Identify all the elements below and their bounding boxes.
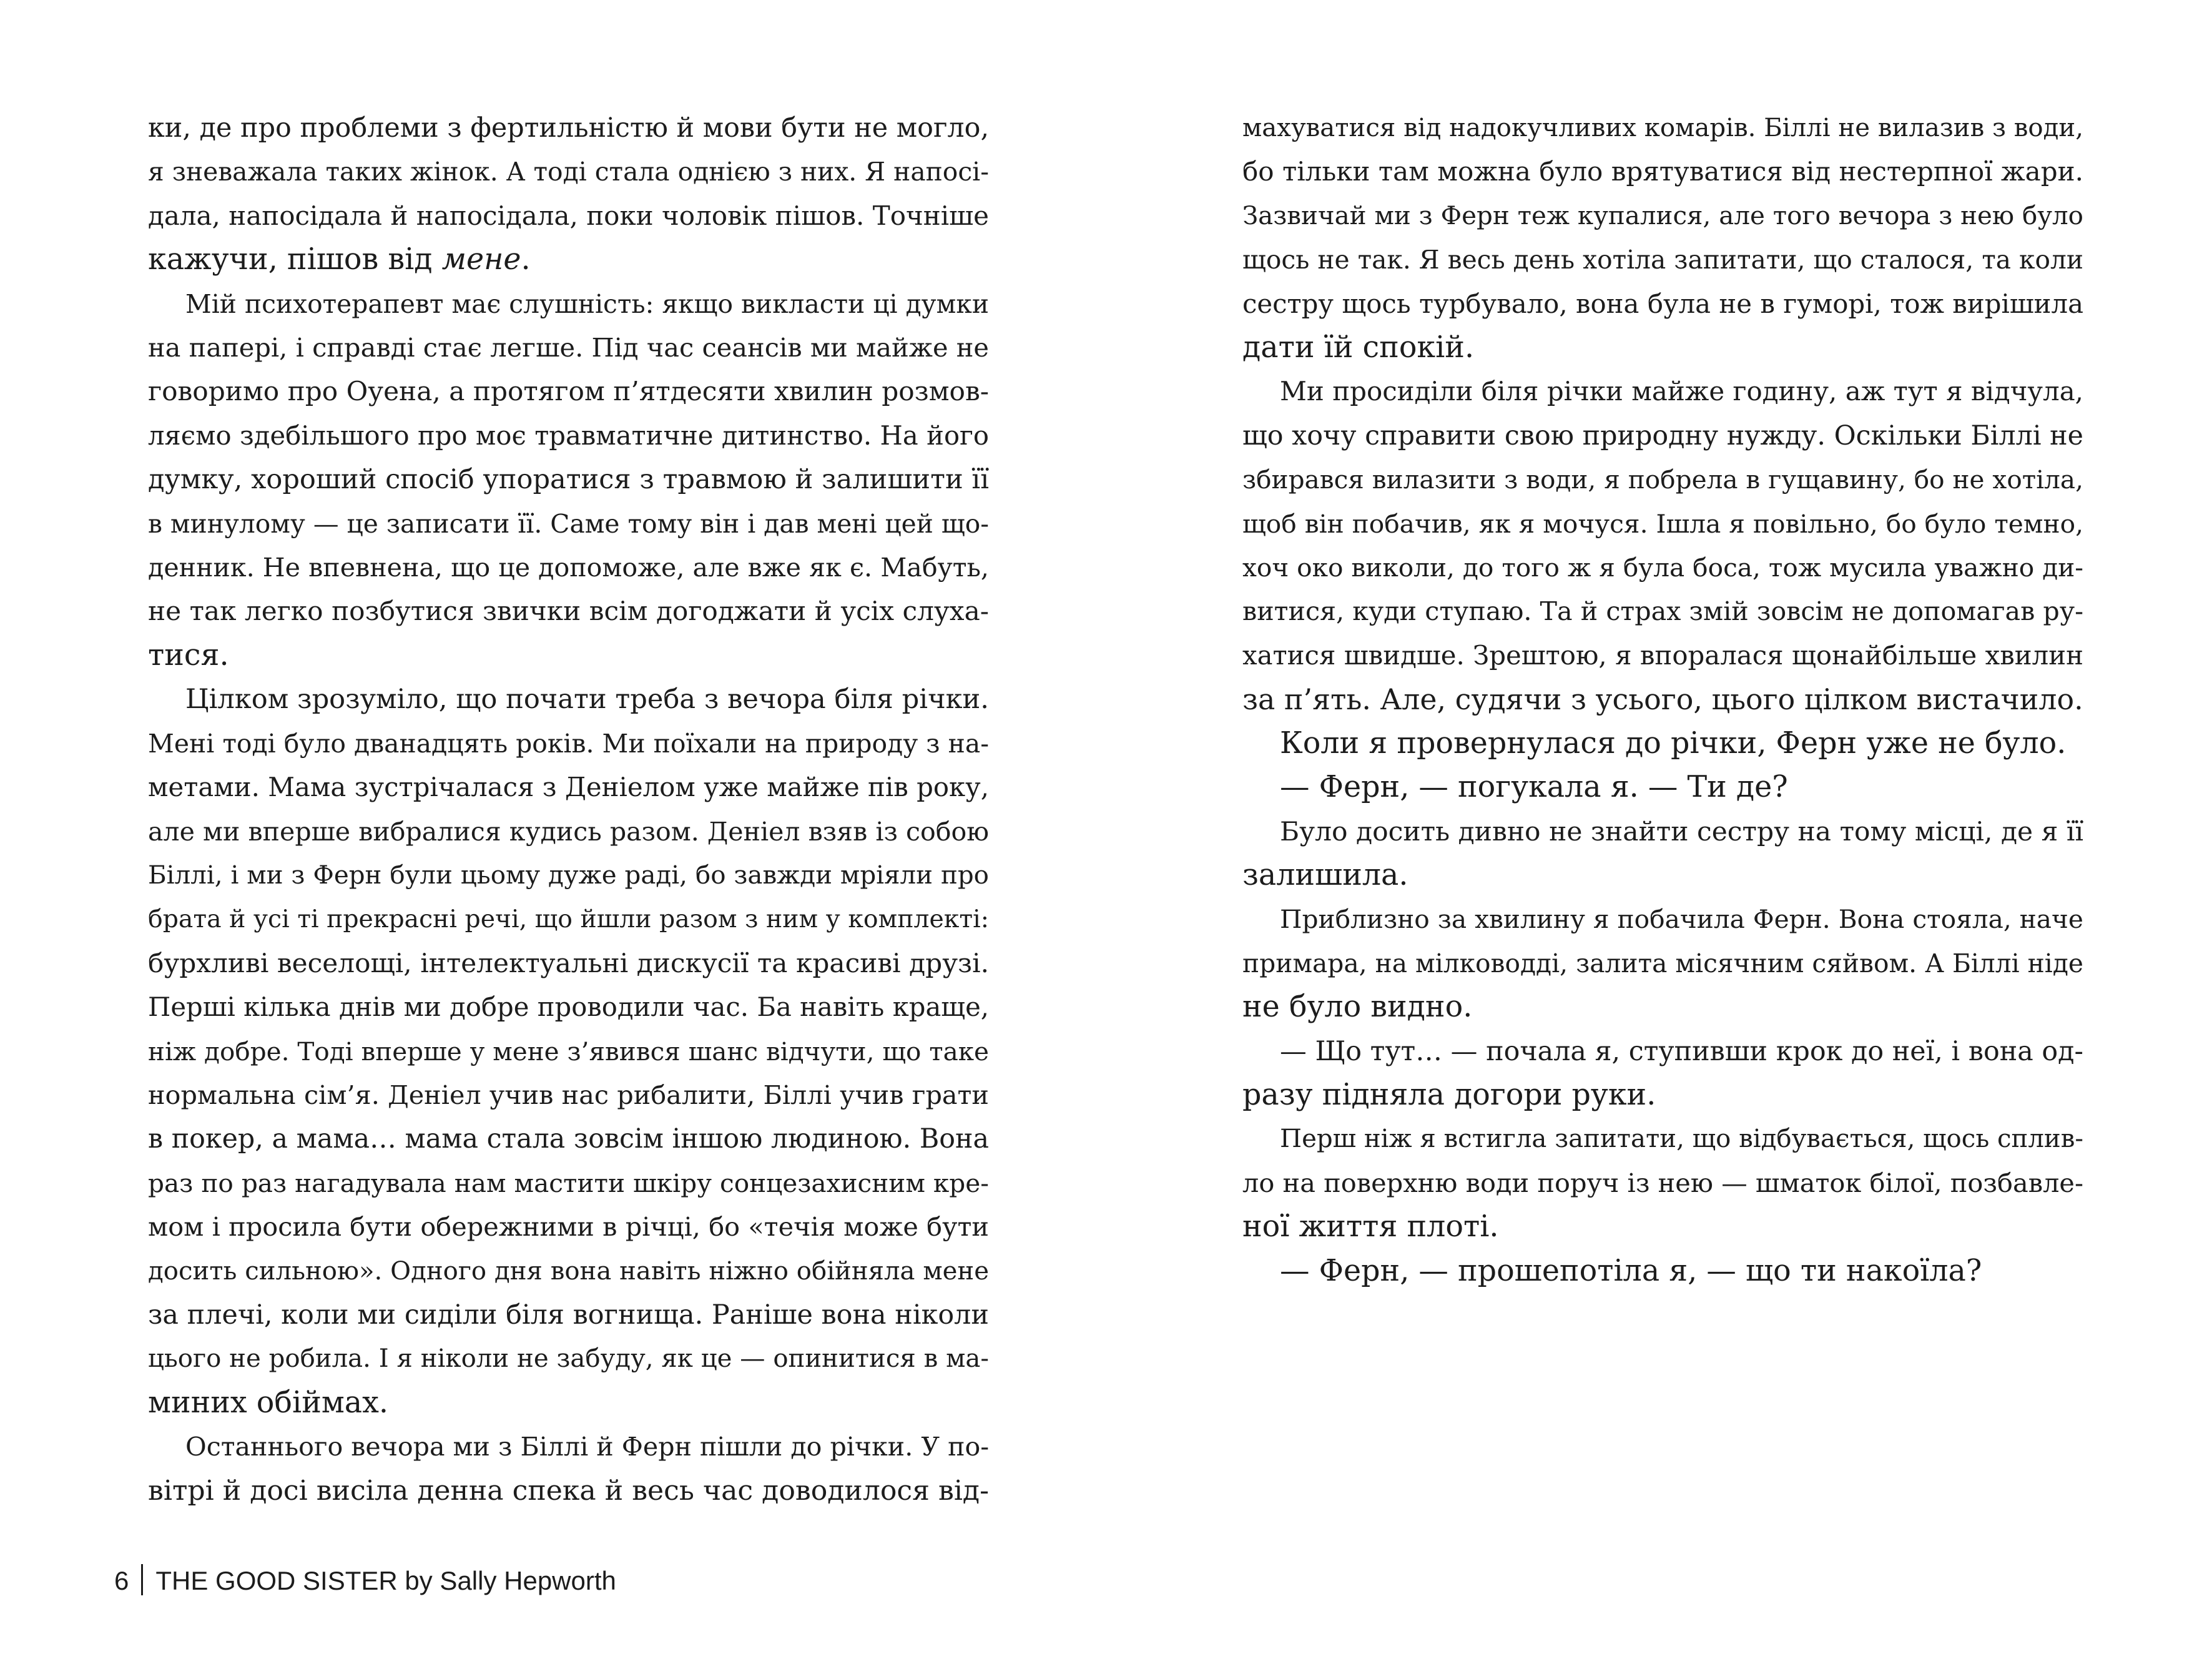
text-line: мом і просила бути обережними в річці, бо «течія може бути [148,1212,989,1243]
text-line: не було видно. [1242,990,1473,1025]
text-line: вітрі й досі висіла денна спека й весь час доводилося від- [148,1474,989,1507]
text-line: Біллі, і ми з Ферн були цьому дуже раді, бо завжди мріяли про [148,860,989,890]
text-line: хатися швидше. Зрештою, я впоралася щонайбільше хвилин [1242,639,2083,671]
text-line: разу підняла догори руки. [1242,1077,1656,1112]
text-line: Ми просиділи біля річки майже годину, аж тут я відчула, [1280,376,2083,407]
text-line: Коли я провернулася до річки, Ферн уже не було. [1280,726,2067,761]
text-line: за п’ять. Але, судячи з усього, цього цілком вистачило. [1242,682,2083,717]
text-line: за плечі, коли ми сиділи біля вогнища. Раніше вона ніколи [148,1299,989,1331]
text-line: Мій психотерапевт має слушність: якщо викласти ці думки [185,288,989,319]
text-line: в минулому — це записати її. Саме тому він і дав мені цей що- [148,508,989,539]
text-line: ніж добре. Тоді вперше у мене з’явився шанс відчути, що таке [148,1036,989,1066]
text-line: миних обіймах. [148,1385,389,1420]
book-author: by Sally Hepworth [405,1566,616,1595]
text-line: брата й усі ті прекрасні речі, що йшли разом з ним у комплекті: [148,905,989,934]
text-line: кажучи, пішов від мене. [148,242,531,277]
text-line: махуватися від надокучливих комарів. Біллі не вилазив з води, [1242,114,2084,142]
text-line: я зневажала таких жінок. А тоді стала однією з них. Я напосі- [148,157,989,187]
text-line: Перші кілька днів ми добре проводили час. Ба навіть краще, [148,992,989,1023]
text-line: Останнього вечора ми з Біллі й Ферн пішли до річки. У по- [185,1432,990,1462]
text-line: ло на поверхню води поруч із нею — шматок білої, позбавле- [1242,1167,2083,1198]
text-line: витися, куди ступаю. Та й страх змій зовсім не допомагав ру- [1242,596,2083,627]
text-line: думку, хороший спосіб упоратися з травмою й залишити її [148,464,989,496]
page-number: 6 [114,1566,129,1595]
running-footer [114,1564,616,1596]
text-line: тися. [148,638,229,672]
text-line: дати їй спокій. [1242,330,1475,365]
text-line: не так легко позбутися звички всім догоджати й усіх слуха- [148,596,989,627]
text-line: в покер, а мама… мама стала зовсім іншою людиною. Вона [148,1123,989,1155]
text-line: але ми вперше вибралися кудись разом. Деніел взяв із собою [148,816,989,847]
text-line: збирався вилазити з води, я побрела в гущавину, бо не хотіла, [1242,465,2083,495]
text-line: Перш ніж я встигла запитати, що відбувається, щось сплив- [1280,1125,2083,1154]
text-line: Було досить дивно не знайти сестру на тому місці, де я її [1280,815,2083,847]
emphasis: мене [441,242,521,277]
text-line: ної життя плоті. [1242,1209,1499,1244]
text-line: ляємо здебільшого про моє травматичне дитинство. На його [148,420,989,451]
text-line: щось не так. Я весь день хотіла запитати, що сталося, та коли [1242,245,2083,275]
text-line: що хочу справити свою природну нужду. Оскільки Біллі не [1242,420,2083,451]
text-line: Цілком зрозуміло, що почати треба з вечора біля річки. [185,684,989,716]
text-line: Приблизно за хвилину я побачила Ферн. Вона стояла, наче [1280,904,2083,935]
text-line: денник. Не впевнена, що це допоможе, але вже як є. Мабуть, [148,553,989,583]
text-line: бо тільки там можна було врятуватися від нестерпної жари. [1242,156,2083,187]
right-text-column [1242,106,2083,1293]
footer-separator [141,1564,143,1595]
text-line: раз по раз нагадувала нам мастити шкіру сонцезахисним кре- [148,1168,989,1198]
text-line: бурхливі веселощі, інтелектуальні дискусії та красиві друзі. [148,947,989,978]
text-line: дала, напосідала й напосідала, поки чоловік пішов. Точніше [148,200,989,231]
text-line: — Ферн, — прошепотіла я, — що ти накоїла? [1280,1253,1982,1288]
text-line: нормальна сім’я. Деніел учив нас рибалити, Біллі учив грати [148,1080,989,1110]
text-line: досить сильною». Одного дня вона навіть ніжно обійняла мене [148,1256,989,1286]
text-line: Мені тоді було дванадцять років. Ми поїхали на природу з на- [148,728,989,759]
text-line: метами. Мама зустрічалася з Деніелом уже майже пів року, [148,772,989,803]
book-title: THE GOOD SISTER [155,1566,398,1595]
text-line: ки, де про проблеми з фертильністю й мови бути не могло, [148,112,990,144]
left-text-column [148,106,989,1513]
text-line: примара, на мілководді, залита місячним сяйвом. А Біллі ніде [1242,948,2083,978]
text-line: цього не робила. І я ніколи не забуду, як це — опинитися в ма- [148,1344,989,1374]
text-line: щоб він побачив, як я мочуся. Ішла я повільно, бо було темно, [1242,508,2083,539]
text-line: на папері, і справді стає легше. Під час сеансів ми майже не [148,332,989,363]
text-line: сестру щось турбувало, вона була не в гуморі, тож вирішила [1242,288,2083,319]
text-line: хоч око виколи, до того ж я була боса, тож мусила уважно ди- [1242,553,2083,583]
text-line: — Ферн, — погукала я. — Ти де? [1280,770,1788,805]
text-line: говоримо про Оуена, а протягом п’ятдесяти хвилин розмов- [148,376,989,407]
text-line: залишила. [1242,857,1408,892]
text-line: — Що тут… — почала я, ступивши крок до неї, і вона од- [1280,1035,2083,1067]
text-line: Зазвичай ми з Ферн теж купалися, але того вечора з нею було [1242,200,2083,230]
